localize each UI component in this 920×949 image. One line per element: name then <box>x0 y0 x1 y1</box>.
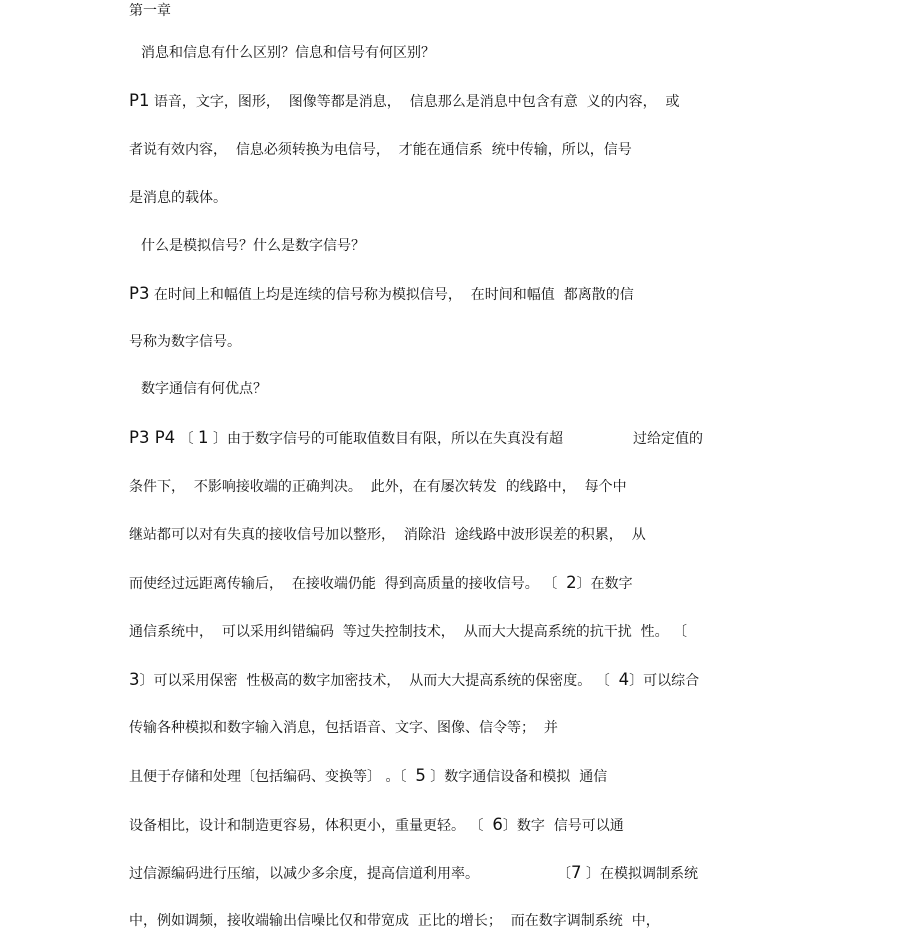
text-run: 且便于存储和处理〔包括编码、变换等〕 。〔 <box>129 769 416 785</box>
answer-3-line-10 <box>129 864 698 883</box>
text-run: 〕在模拟调制系统 <box>581 866 698 882</box>
answer-3-line-9 <box>129 816 624 835</box>
answer-3-line-7: 传输各种模拟和数字输入消息，包括语音、文字、图像、信令等； 并 <box>129 720 558 736</box>
item-number: 7 <box>571 863 582 882</box>
text-run: 〕由于数字信号的可能取值数目有限，所以在失真没有超 <box>208 431 563 447</box>
item-number: 5 <box>415 766 426 785</box>
item-number: 4 <box>618 670 630 689</box>
text-run: 设备相比，设计和制造更容易，体积更小，重量更轻。 〔 <box>129 818 493 834</box>
item-number: 2 <box>566 573 577 592</box>
text-run: 语音，文字，图形， 图像等都是消息， 信息那么是消息中包含有意 义的内容， 或 <box>149 94 680 110</box>
text-run: 过给定值的 <box>633 431 703 447</box>
answer-3-line-6 <box>129 671 699 690</box>
question-1: 消息和信息有什么区别？信息和信号有何区别？ <box>141 45 435 61</box>
text-run: 〕可以综合 <box>629 673 700 689</box>
page-ref: P3 <box>129 284 150 303</box>
answer-1-line-1 <box>129 92 680 111</box>
answer-3-line-2: 条件下， 不影响接收端的正确判决。 此外，在有屡次转发 的线路中， 每个中 <box>129 479 627 495</box>
page-ref: P3 P4 <box>129 428 176 447</box>
answer-3-line-8 <box>129 767 607 786</box>
answer-3-line-1 <box>129 429 703 448</box>
text-run: 〕在数字 <box>576 576 633 592</box>
text-run: 〔 <box>175 431 199 447</box>
item-number: 1 <box>198 428 209 447</box>
answer-3-line-11: 中，例如调频，接收端输出信噪比仅和带宽成 正比的增长； 而在数字调制系统 中， <box>129 913 660 929</box>
text-run: 〕可以采用保密 性极高的数字加密技术， 从而大大提高系统的保密度。 〔 <box>139 673 619 689</box>
answer-1-line-2: 者说有效内容， 信息必须转换为电信号， 才能在通信系 统中传输，所以，信号 <box>129 142 632 158</box>
item-number: 6 <box>492 815 503 834</box>
answer-2-line-2: 号称为数字信号。 <box>129 334 241 350</box>
text-run: 在时间上和幅值上均是连续的信号称为模拟信号， 在时间和幅值 都离散的信 <box>149 287 634 303</box>
item-number: 3 <box>129 670 140 689</box>
chapter-heading: 第一章 <box>129 3 171 19</box>
answer-3-line-3: 继站都可以对有失真的接收信号加以整形， 消除沿 途线路中波形误差的积累， 从 <box>129 527 646 543</box>
question-3: 数字通信有何优点？ <box>141 381 267 397</box>
answer-3-line-5: 通信系统中， 可以采用纠错编码 等过失控制技术， 从而大大提高系统的抗干扰 性。 〔 <box>129 624 688 640</box>
answer-2-line-1 <box>129 285 634 304</box>
text-run: 而使经过远距离传输后， 在接收端仍能 得到高质量的接收信号。 〔 <box>129 576 567 592</box>
question-2: 什么是模拟信号？什么是数字信号？ <box>141 238 365 254</box>
answer-1-line-3: 是消息的载体。 <box>129 190 227 206</box>
text-run: 〔 <box>557 866 571 882</box>
text-run: 过信源编码进行压缩，以减少多余度，提高信道利用率。 <box>129 866 479 882</box>
page-ref: P1 <box>129 91 150 110</box>
text-run: 〕数字 信号可以通 <box>502 818 624 834</box>
answer-3-line-4 <box>129 574 633 593</box>
text-run: 〕数字通信设备和模拟 通信 <box>425 769 608 785</box>
